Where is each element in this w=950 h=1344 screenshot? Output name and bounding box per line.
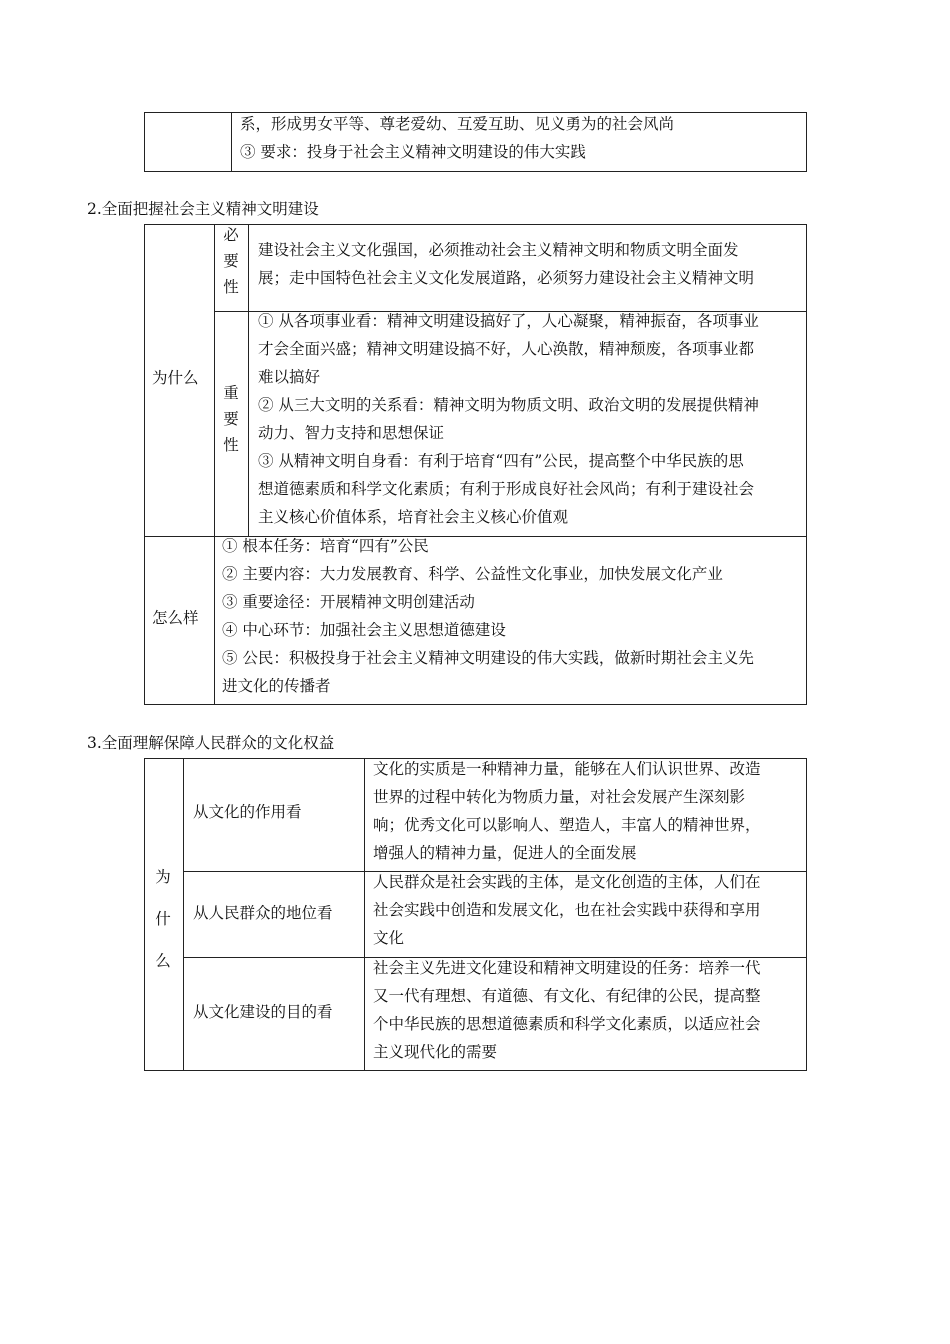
row-text-line: 社会实践中创造和发展文化，也在社会实践中获得和享用 [373, 901, 761, 919]
row-text-line: 响；优秀文化可以影响人、塑造人，丰富人的精神世界， [373, 816, 761, 834]
importance-text-line: ③ 从精神文明自身看：有利于培育“四有”公民，提高整个中华民族的思 [258, 452, 744, 470]
necessity-label: 必 要 性 [223, 226, 239, 296]
row-text-line: 人民群众是社会实践的主体，是文化创造的主体，人们在 [373, 873, 761, 891]
importance-text-line: ① 从各项事业看：精神文明建设搞好了，人心凝聚，精神振奋，各项事业 [258, 312, 759, 330]
table-divider [364, 758, 365, 1071]
why-label: 为什么 [152, 369, 199, 387]
row-text-line: 又一代有理想、有道德、有文化、有纪律的公民，提高整 [373, 987, 761, 1005]
importance-text-line: 想道德素质和科学文化素质；有利于形成良好社会风尚；有利于建设社会 [258, 480, 755, 498]
importance-text-line: 动力、智力支持和思想保证 [258, 424, 445, 442]
how-label: 怎么样 [152, 609, 199, 627]
how-text-line: 进文化的传播者 [222, 677, 331, 695]
how-text-line: ⑤ 公民：积极投身于社会主义精神文明建设的伟大实践，做新时期社会主义先 [222, 649, 754, 667]
table-divider [214, 224, 215, 705]
table-divider [248, 224, 249, 536]
table-divider [183, 758, 184, 1071]
importance-label: 重 要 性 [223, 384, 239, 454]
how-text-line: ② 主要内容：大力发展教育、科学、公益性文化事业，加快发展文化产业 [222, 565, 723, 583]
table-divider [231, 112, 232, 172]
row-label: 从文化的作用看 [193, 803, 302, 821]
row-text-line: 个中华民族的思想道德素质和科学文化素质，以适应社会 [373, 1015, 761, 1033]
row-text-line: 主义现代化的需要 [373, 1043, 498, 1061]
row-text-line: 增强人的精神力量，促进人的全面发展 [373, 844, 637, 862]
how-text-line: ③ 重要途径：开展精神文明创建活动 [222, 593, 475, 611]
importance-text-line: ② 从三大文明的关系看：精神文明为物质文明、政治文明的发展提供精神 [258, 396, 759, 414]
row-label: 从人民群众的地位看 [193, 904, 333, 922]
importance-text-line: 主义核心价值体系，培育社会主义核心价值观 [258, 508, 569, 526]
why-label: 为 什 么 [155, 868, 171, 970]
necessity-text-line: 展；走中国特色社会主义文化发展道路，必须努力建设社会主义精神文明 [258, 269, 755, 287]
row-text-line: 世界的过程中转化为物质力量，对社会发展产生深刻影 [373, 788, 746, 806]
section-heading: 3.全面理解保障人民群众的文化权益 [87, 734, 335, 752]
row-label: 从文化建设的目的看 [193, 1003, 333, 1021]
row-text-line: 文化的实质是一种精神力量，能够在人们认识世界、改造 [373, 760, 761, 778]
row-text-line: 社会主义先进文化建设和精神文明建设的任务：培养一代 [373, 959, 761, 977]
row-text-line: 文化 [373, 929, 405, 947]
necessity-text-line: 建设社会主义文化强国，必须推动社会主义精神文明和物质文明全面发 [258, 241, 739, 259]
table-text-line: ③ 要求：投身于社会主义精神文明建设的伟大实践 [240, 143, 586, 161]
importance-text-line: 难以搞好 [258, 368, 321, 386]
importance-text-line: 才会全面兴盛；精神文明建设搞不好，人心涣散，精神颓废，各项事业都 [258, 340, 755, 358]
section-heading: 2.全面把握社会主义精神文明建设 [87, 200, 319, 218]
how-text-line: ① 根本任务：培育“四有”公民 [222, 537, 429, 555]
how-text-line: ④ 中心环节：加强社会主义思想道德建设 [222, 621, 506, 639]
table-text-line: 系，形成男女平等、尊老爱幼、互爱互助、见义勇为的社会风尚 [240, 115, 675, 133]
